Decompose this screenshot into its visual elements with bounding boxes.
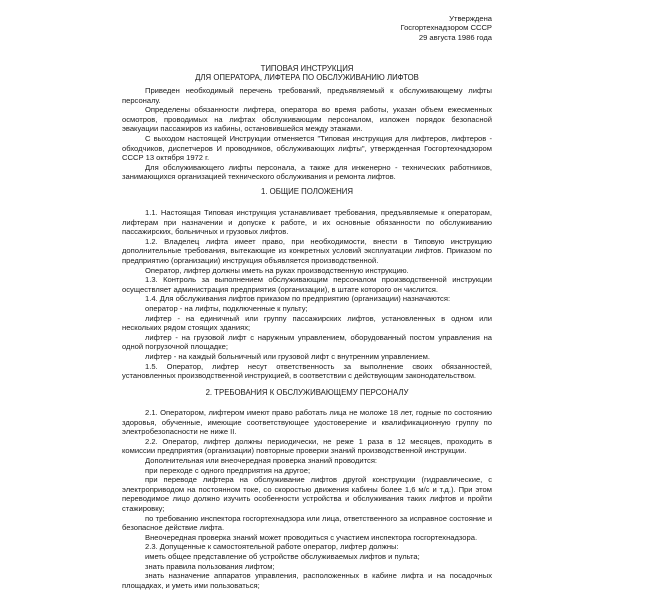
paragraph: Оператор, лифтер должны иметь на руках производственную инструкцию. — [145, 265, 409, 275]
paragraph: 1.5. Оператор, лифтер несут ответственность за выполнение своих обязанностей, установленных производственной инструкцией, в соответствии с действующим законодательством. — [122, 361, 492, 381]
approval-date: 29 августа 1986 года — [418, 32, 492, 42]
approval-line: Утверждена — [449, 14, 492, 23]
paragraph: лифтер - на единичный или группу пассажирских лифтов, установленных в одном или нескольких рядом стоящих зданиях; — [122, 313, 492, 333]
title-line: ТИПОВАЯ ИНСТРУКЦИЯ — [260, 64, 354, 73]
paragraph: знать правила пользования лифтом; — [145, 561, 275, 571]
paragraph: С выходом настоящей Инструкции отменяется "Типовая инструкция для лифтеров, лифтеров - обходчиков, диспетчеров И проводников, обслуживающих лифты", утвержденная Госгортехнадзором СССР 13 октября 1972 г. — [122, 133, 492, 163]
paragraph: 1.3. Контроль за выполнением обслуживающим персоналом производственной инструкции осуществляет администрация предприятия (организации), в штате которого он числится. — [122, 275, 492, 294]
paragraph: 2.3. Допущенные к самостоятельной работе оператор, лифтер должны: — [145, 542, 399, 552]
paragraph: при переводе лифтера на обслуживание лифтов другой конструкции (гидравлические, с электроприводом на постоянном токе, со скоростью движения кабины более 1,6 м/с и т.д.). При этом переводимое лицо должно изучить особенности устройства и обслуживания таких лифтов и пройти стажировку; — [122, 475, 492, 513]
section-1-heading-wrap — [122, 187, 492, 197]
paragraph: знать назначение аппаратов управления, расположенных в кабине лифта и на посадочных площадках, и уметь ими пользоваться; — [122, 571, 492, 590]
paragraph: 1.4. Для обслуживания лифтов приказом по предприятию (организации) назначаются: — [145, 294, 451, 304]
intro-block — [122, 86, 492, 182]
paragraph: 1.2. Владелец лифта имеет право, при необходимости, внести в Типовую инструкцию дополнительные требования, вытекающие из конкретных условий эксплуатации лифтов. Приказом по предприятию (организации) инструкция объявляется производственной. — [122, 236, 492, 265]
paragraph: лифтер - на грузовой лифт с наружным управлением, оборудованный постом управления на одной погрузочной площадке; — [122, 332, 492, 352]
approval-stamp — [370, 14, 492, 42]
section-2 — [122, 408, 492, 590]
paragraph: Для обслуживающего лифты персонала, а также для инженерно - технических работников, занимающихся организацией технического обслуживания и ремонта лифтов. — [122, 162, 492, 182]
paragraph: 2.1. Оператором, лифтером имеют право работать лица не моложе 18 лет, годные по состоянию здоровья, обученные, имеющие соответствующее удостоверение и квалификационную группу по электробезопасности не ниже II. — [122, 408, 492, 437]
paragraph: по требованию инспектора госгортехнадзора или лица, ответственного за исправное состояние и безопасное действие лифта. — [122, 513, 492, 533]
section-heading: 2. ТРЕБОВАНИЯ К ОБСЛУЖИВАЮЩЕМУ ПЕРСОНАЛУ — [205, 388, 409, 397]
paragraph: Приведен необходимый перечень требований, предъявляемый к обслуживающему лифты персоналу. — [122, 86, 492, 105]
approval-line: Госгортехнадзором СССР — [400, 23, 492, 33]
paragraph: лифтер - на каждый больничный или грузовой лифт с внутренним управлением. — [145, 351, 430, 361]
paragraph: оператор - на лифты, подключенные к пульту; — [145, 303, 308, 313]
section-2-heading-wrap — [122, 388, 492, 398]
paragraph: Внеочередная проверка знаний может проводиться с участием инспектора госгортехнадзора. — [145, 532, 478, 542]
paragraph: Дополнительная или внеочередная проверка знаний проводится: — [145, 455, 378, 465]
document-title — [122, 64, 492, 83]
title-line: ДЛЯ ОПЕРАТОРА, ЛИФТЕРА ПО ОБСЛУЖИВАНИЮ ЛИФТОВ — [195, 73, 419, 83]
paragraph: иметь общее представление об устройстве обслуживаемых лифтов и пульта; — [145, 551, 420, 561]
paragraph: при переходе с одного предприятия на другое; — [145, 465, 311, 475]
paragraph: 2.2. Оператор, лифтер должны периодически, не реже 1 раза в 12 месяцев, проходить в комиссии предприятия (организации) повторные проверки знаний производственной инструкции. — [122, 436, 492, 456]
section-heading: 1. ОБЩИЕ ПОЛОЖЕНИЯ — [261, 187, 353, 196]
paragraph: Определены обязанности лифтера, оператора во время работы, указан объем ежесменных осмотров, проводимых на лифтах обслуживающим персоналом, изложен порядок безопасной эвакуации пассажиров из кабины, остановившейся между этажами. — [122, 105, 492, 134]
paragraph: 1.1. Настоящая Типовая инструкция устанавливает требования, предъявляемые к операторам, лифтерам при назначении и допуске к работе, и их основные обязанности по обслуживанию пассажирских, больничных и грузовых лифтов. — [122, 208, 492, 237]
section-1 — [122, 208, 492, 381]
